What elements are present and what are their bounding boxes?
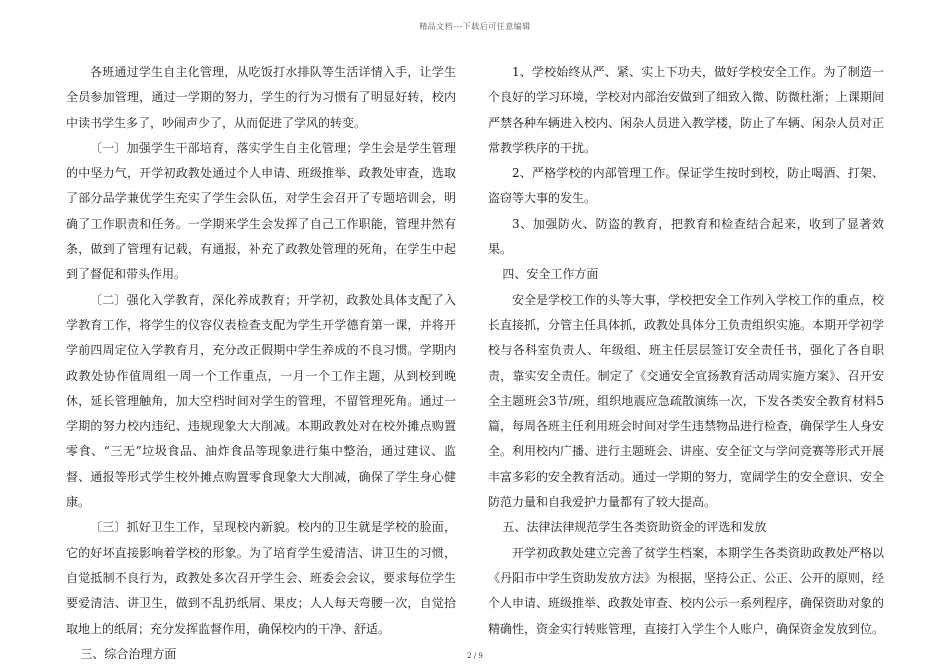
section-heading: 五、法律法律规范学生各类资助资金的评选和发放	[502, 520, 767, 535]
left-column	[66, 60, 456, 667]
paragraph: 〔一〕加强学生干部培育，落实学生自主化管理；学生会是学生管理的中坚力气，开学初政教处通过个人申请、班级推举、政教处审查，选取了部分品学兼优学生充实了学生会队伍，对学生会召开了专题培训会，明确了工作职责和任务。一学期来学生会发挥了自己工作职能，管理井然有条，做到了管理有记载，有通报，补充了政教处管理的死角，在学生中起到了督促和带头作用。	[66, 140, 456, 282]
paragraph: 3、加强防火、防盗的教育，把教育和检查结合起来，收到了显著效果。	[488, 216, 884, 257]
paragraph: 2、严格学校的内部管理工作。保证学生按时到校，防止喝酒、打架、盗窃等大事的发生。	[488, 166, 884, 206]
section-heading: 四、安全工作方面	[502, 267, 599, 282]
section-heading: 三、综合治理方面	[80, 646, 177, 661]
page-header: 精品文档---下载后可任意编辑	[419, 22, 531, 31]
paragraph: 安全是学校工作的头等大事，学校把安全工作列入学校工作的重点，校长直接抓，分管主任具体抓，政教处具体分工负责组织实施。本期开学初学校与各科室负责人、年级组、班主任层层签订安全责任书，强化了各自职责，靠实安全责任。制定了《交通安全宣扬教育活动周实施方案》、召开安全主题班会3节/班，组织地震应急疏散演练一次，下发各类安全教育材料5篇，每周各班主任利用班会时间对学生违禁物品进行检查，确保学生人身安全。利用校内广播、进行主题班会、讲座、安全征文与学问竞赛等形式开展丰富多彩的安全教育活动。通过一学期的努力，宽阔学生的安全意识、安全防范力量和自我爱护力量都有了较大提高。	[488, 292, 885, 510]
paragraph: 开学初政教处建立完善了贫学生档案，本期学生各类资助政教处严格以《丹阳市中学生资助发放方法》为根据，坚持公正、公正、公开的原则，经个人申请、班级推举、政教处审查、校内公示一系列程序，确保资助对象的精确性，资金实行转账管理，直接打入学生个人账户，确保资金发放到位。	[488, 545, 885, 636]
paragraph: 〔二〕强化入学教育，深化养成教育；开学初，政教处具体支配了入学教育工作，将学生的仪容仪表检查支配为学生开学德育第一课，并将开学前四周定位入学教育月，充分改正假期中学生养成的不良习惯。学期内政教处协作值周组一周一个工作重点，一月一个工作主题，从到校到晚休，延长管理触角，加大空档时间对学生的管理，不留管理死角。通过一学期的努力校内违纪、违规现象大大削减。本期政教处对在校外摊点购置零食、“三无”垃圾食品、油炸食品等现象进行集中整治，通过建议、监督、通报等形式学生校外摊点购置零食现象大大削减，确保了学生身心健康。	[66, 292, 456, 510]
right-column	[488, 60, 884, 642]
paragraph: 〔三〕抓好卫生工作，呈现校内新貌。校内的卫生就是学校的脸面，它的好坏直接影响着学校的形象。为了培育学生爱清洁、讲卫生的习惯，自觉抵制不良行为，政教处多次召开学生会、班委会会议，要求每位学生要爱清洁、讲卫生，做到不乱扔纸屑、果皮；人人每天弯腰一次，自觉拾取地上的纸屑；充分发挥监督作用，确保校内的干净、舒适。	[66, 520, 456, 636]
page-number: 2 / 9	[467, 652, 483, 660]
paragraph: 1、学校始终从严、紧、实上下功夫，做好学校安全工作。为了制造一个良好的学习环境，学校对内部治安做到了细致入微、防微杜渐；上课期间严禁各种车辆进入校内、闲杂人员进入教学楼，防止了车辆、闲杂人员对正常教学秩序的干扰。	[488, 65, 885, 155]
paragraph: 各班通过学生自主化管理，从吃饭打水排队等生活详情入手，让学生全员参加管理，通过一学期的努力，学生的行为习惯有了明显好转，校内中读书学生多了，吵闹声少了，从而促进了学风的转变。	[66, 65, 456, 130]
